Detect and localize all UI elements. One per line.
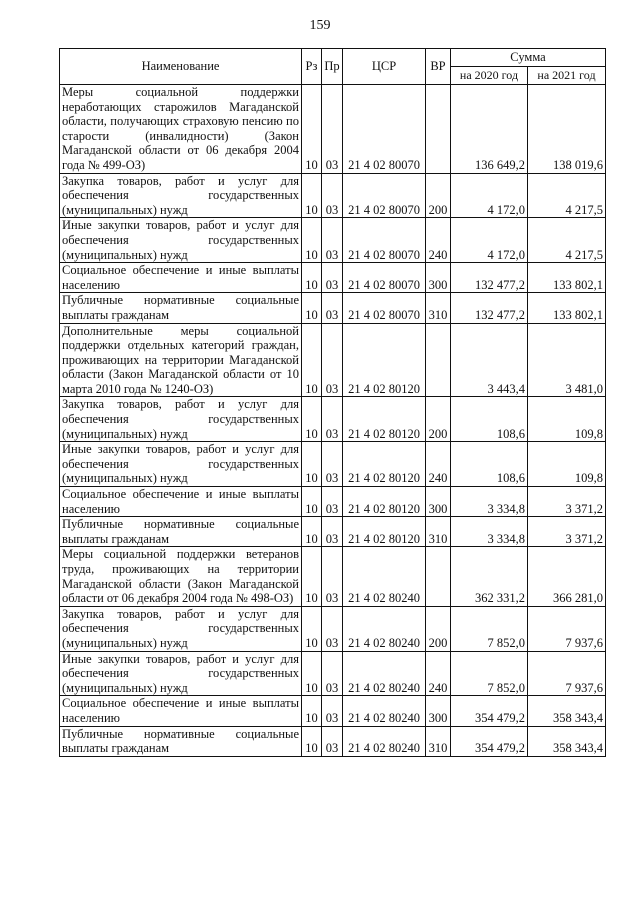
row-name-cell: Иные закупки товаров, работ и услуг для обеспечения государственных (муниципальных) нужд <box>60 218 302 263</box>
row-pr-cell: 03 <box>322 293 343 323</box>
row-rz-cell: 10 <box>302 397 322 442</box>
row-csr-cell: 21 4 02 80120 <box>343 323 426 397</box>
row-2020-cell: 3 334,8 <box>451 487 528 517</box>
row-pr-cell: 03 <box>322 397 343 442</box>
row-2021-cell: 133 802,1 <box>528 263 606 293</box>
header-2020: на 2020 год <box>451 67 528 85</box>
table-row <box>60 397 606 442</box>
row-vr-cell <box>426 547 451 606</box>
table-body <box>60 85 606 757</box>
row-name-cell: Публичные нормативные социальные выплаты гражданам <box>60 293 302 323</box>
row-pr-cell: 03 <box>322 487 343 517</box>
row-vr-cell: 240 <box>426 218 451 263</box>
row-rz-cell: 10 <box>302 323 322 397</box>
row-2020-cell: 4 172,0 <box>451 173 528 218</box>
row-2020-cell: 108,6 <box>451 397 528 442</box>
header-pr: Пр <box>322 49 343 85</box>
row-csr-cell: 21 4 02 80070 <box>343 85 426 174</box>
table-row <box>60 323 606 397</box>
table-row <box>60 263 606 293</box>
row-csr-cell: 21 4 02 80120 <box>343 487 426 517</box>
row-name-cell: Дополнительные меры социальной поддержки отдельных категорий граждан, проживающих на территории Магаданской области (Закон Магаданской области от 10 марта 2010 года № 1240-ОЗ) <box>60 323 302 397</box>
row-2021-cell: 109,8 <box>528 397 606 442</box>
row-name-cell: Меры социальной поддержки ветеранов труда, проживающих на территории Магаданской области (Закон Магаданской области от 06 декабря 2004 года № 498-ОЗ) <box>60 547 302 606</box>
row-pr-cell: 03 <box>322 606 343 651</box>
row-2020-cell: 354 479,2 <box>451 726 528 756</box>
table-row <box>60 293 606 323</box>
row-rz-cell: 10 <box>302 293 322 323</box>
row-2020-cell: 3 443,4 <box>451 323 528 397</box>
row-2021-cell: 138 019,6 <box>528 85 606 174</box>
row-vr-cell: 300 <box>426 263 451 293</box>
row-vr-cell: 240 <box>426 442 451 487</box>
row-rz-cell: 10 <box>302 487 322 517</box>
row-vr-cell: 200 <box>426 397 451 442</box>
row-2020-cell: 3 334,8 <box>451 517 528 547</box>
row-pr-cell: 03 <box>322 442 343 487</box>
row-rz-cell: 10 <box>302 85 322 174</box>
row-pr-cell: 03 <box>322 218 343 263</box>
row-2021-cell: 3 371,2 <box>528 517 606 547</box>
header-sum: Сумма <box>451 49 606 67</box>
row-2021-cell: 7 937,6 <box>528 651 606 696</box>
row-csr-cell: 21 4 02 80240 <box>343 726 426 756</box>
row-name-cell: Публичные нормативные социальные выплаты гражданам <box>60 726 302 756</box>
row-pr-cell: 03 <box>322 323 343 397</box>
row-2020-cell: 7 852,0 <box>451 606 528 651</box>
row-2020-cell: 132 477,2 <box>451 263 528 293</box>
row-vr-cell: 310 <box>426 517 451 547</box>
row-name-cell: Социальное обеспечение и иные выплаты населению <box>60 263 302 293</box>
table-row <box>60 85 606 174</box>
table-row <box>60 442 606 487</box>
row-pr-cell: 03 <box>322 726 343 756</box>
row-2020-cell: 7 852,0 <box>451 651 528 696</box>
row-csr-cell: 21 4 02 80240 <box>343 547 426 606</box>
row-csr-cell: 21 4 02 80240 <box>343 606 426 651</box>
row-2020-cell: 354 479,2 <box>451 696 528 726</box>
table-row <box>60 517 606 547</box>
row-name-cell: Социальное обеспечение и иные выплаты населению <box>60 487 302 517</box>
table-row <box>60 547 606 606</box>
table-row <box>60 606 606 651</box>
row-2021-cell: 3 481,0 <box>528 323 606 397</box>
row-pr-cell: 03 <box>322 263 343 293</box>
header-2021: на 2021 год <box>528 67 606 85</box>
budget-table <box>59 48 606 757</box>
row-rz-cell: 10 <box>302 696 322 726</box>
row-rz-cell: 10 <box>302 547 322 606</box>
row-csr-cell: 21 4 02 80120 <box>343 397 426 442</box>
row-vr-cell: 310 <box>426 293 451 323</box>
row-2020-cell: 108,6 <box>451 442 528 487</box>
row-2021-cell: 7 937,6 <box>528 606 606 651</box>
row-pr-cell: 03 <box>322 696 343 726</box>
table-row <box>60 696 606 726</box>
row-2020-cell: 4 172,0 <box>451 218 528 263</box>
header-csr: ЦСР <box>343 49 426 85</box>
row-2021-cell: 109,8 <box>528 442 606 487</box>
row-2020-cell: 136 649,2 <box>451 85 528 174</box>
row-pr-cell: 03 <box>322 517 343 547</box>
row-2021-cell: 3 371,2 <box>528 487 606 517</box>
row-vr-cell: 300 <box>426 696 451 726</box>
table-row <box>60 218 606 263</box>
row-vr-cell: 200 <box>426 606 451 651</box>
row-rz-cell: 10 <box>302 442 322 487</box>
row-pr-cell: 03 <box>322 173 343 218</box>
table-row <box>60 651 606 696</box>
row-name-cell: Закупка товаров, работ и услуг для обеспечения государственных (муниципальных) нужд <box>60 606 302 651</box>
row-2021-cell: 366 281,0 <box>528 547 606 606</box>
row-vr-cell: 240 <box>426 651 451 696</box>
row-csr-cell: 21 4 02 80070 <box>343 263 426 293</box>
row-2021-cell: 358 343,4 <box>528 726 606 756</box>
table-row <box>60 173 606 218</box>
row-pr-cell: 03 <box>322 651 343 696</box>
row-2021-cell: 133 802,1 <box>528 293 606 323</box>
row-vr-cell <box>426 85 451 174</box>
row-csr-cell: 21 4 02 80120 <box>343 442 426 487</box>
row-2021-cell: 358 343,4 <box>528 696 606 726</box>
row-rz-cell: 10 <box>302 173 322 218</box>
row-rz-cell: 10 <box>302 517 322 547</box>
row-csr-cell: 21 4 02 80070 <box>343 173 426 218</box>
row-2020-cell: 132 477,2 <box>451 293 528 323</box>
row-csr-cell: 21 4 02 80070 <box>343 218 426 263</box>
row-name-cell: Меры социальной поддержки неработающих старожилов Магаданской области, получающих страховую пенсию по старости (инвалидности) (Закон Магаданской области от 06 декабря 2004 года № 499-ОЗ) <box>60 85 302 174</box>
page-number: 159 <box>309 18 331 33</box>
row-pr-cell: 03 <box>322 85 343 174</box>
row-name-cell: Иные закупки товаров, работ и услуг для обеспечения государственных (муниципальных) нужд <box>60 442 302 487</box>
header-vr: ВР <box>426 49 451 85</box>
row-rz-cell: 10 <box>302 726 322 756</box>
row-vr-cell: 300 <box>426 487 451 517</box>
row-csr-cell: 21 4 02 80070 <box>343 293 426 323</box>
table-header <box>60 49 606 85</box>
row-csr-cell: 21 4 02 80240 <box>343 651 426 696</box>
row-csr-cell: 21 4 02 80240 <box>343 696 426 726</box>
row-rz-cell: 10 <box>302 263 322 293</box>
table-row <box>60 487 606 517</box>
row-rz-cell: 10 <box>302 606 322 651</box>
row-pr-cell: 03 <box>322 547 343 606</box>
row-2021-cell: 4 217,5 <box>528 173 606 218</box>
row-vr-cell <box>426 323 451 397</box>
row-2020-cell: 362 331,2 <box>451 547 528 606</box>
row-vr-cell: 310 <box>426 726 451 756</box>
row-rz-cell: 10 <box>302 218 322 263</box>
row-rz-cell: 10 <box>302 651 322 696</box>
row-csr-cell: 21 4 02 80120 <box>343 517 426 547</box>
row-name-cell: Закупка товаров, работ и услуг для обеспечения государственных (муниципальных) нужд <box>60 397 302 442</box>
row-2021-cell: 4 217,5 <box>528 218 606 263</box>
row-vr-cell: 200 <box>426 173 451 218</box>
row-name-cell: Публичные нормативные социальные выплаты гражданам <box>60 517 302 547</box>
table-row <box>60 726 606 756</box>
row-name-cell: Социальное обеспечение и иные выплаты населению <box>60 696 302 726</box>
row-name-cell: Закупка товаров, работ и услуг для обеспечения государственных (муниципальных) нужд <box>60 173 302 218</box>
header-name: Наименование <box>60 49 302 85</box>
header-rz: Рз <box>302 49 322 85</box>
row-name-cell: Иные закупки товаров, работ и услуг для обеспечения государственных (муниципальных) нужд <box>60 651 302 696</box>
